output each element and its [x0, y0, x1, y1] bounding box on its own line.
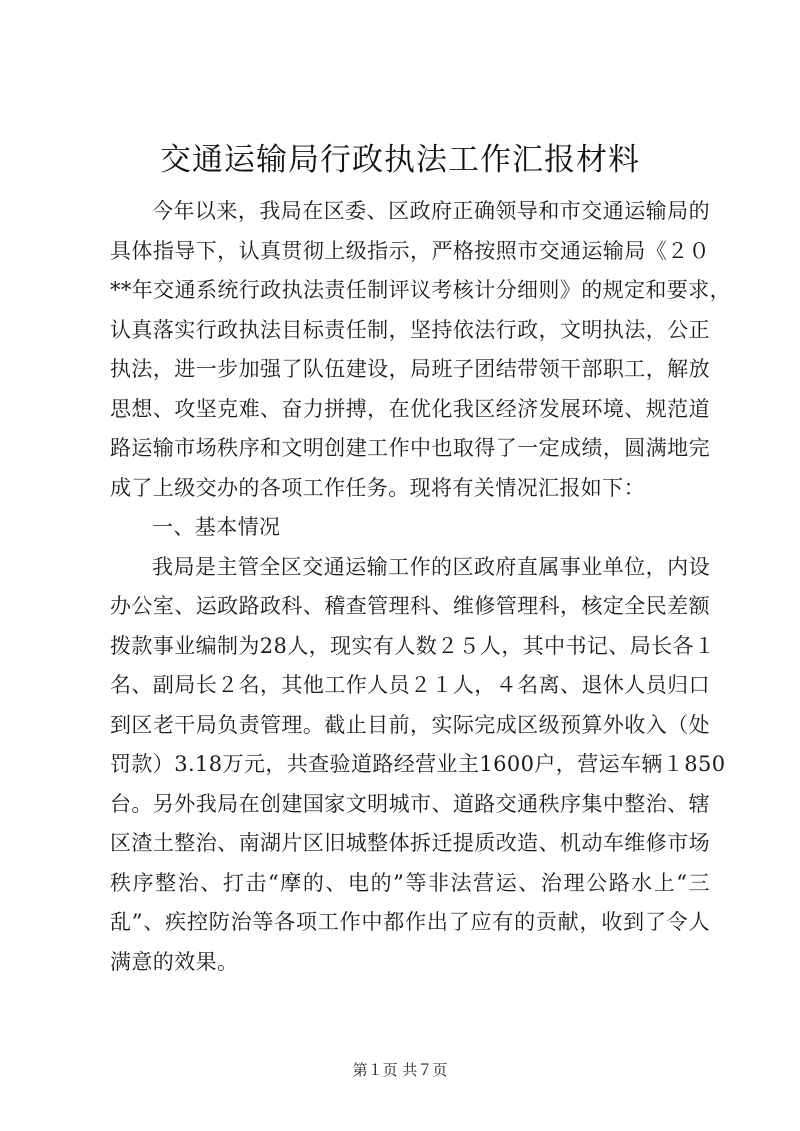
section-heading-basic-situation: 一、基本情况 — [152, 515, 281, 539]
paragraph-1-line-3: **年交通系统行政执法责任制评议考核计分细则》的规定和要求， — [110, 278, 731, 302]
paragraph-1-line-6: 思想、攻坚克难、奋力拼搏，在优化我区经济发展环境、规范道 — [110, 396, 710, 421]
paragraph-1-line-2: 具体指导下，认真贯彻上级指示，严格按照市交通运输局《２０ — [110, 238, 710, 263]
paragraph-2-line-1: 我局是主管全区交通运输工作的区政府直属事业单位，内设 — [152, 554, 710, 579]
paragraph-2-line-5: 到区老干局负责管理。截止目前，实际完成区级预算外收入（处 — [110, 712, 710, 737]
document-body — [110, 192, 731, 982]
paragraph-1-line-4: 认真落实行政执法目标责任制，坚持依法行政，文明执法，公正 — [110, 317, 710, 342]
paragraph-2-line-10: 乱”、疾控防治等各项工作中都作出了应有的贡献，收到了令人 — [110, 910, 710, 934]
paragraph-2-line-9: 秩序整治、打击“摩的、电的”等非法营运、治理公路水上“三 — [110, 870, 710, 895]
paragraph-2-line-2: 办公室、运政路政科、稽查管理科、维修管理科，核定全民差额 — [110, 594, 710, 618]
paragraph-1-line-7: 路运输市场秩序和文明创建工作中也取得了一定成绩，圆满地完 — [110, 436, 710, 460]
paragraph-1-line-1: 今年以来，我局在区委、区政府正确领导和市交通运输局的 — [152, 199, 710, 223]
paragraph-1-line-5: 执法，进一步加强了队伍建设，局班子团结带领干部职工，解放 — [110, 357, 710, 381]
paragraph-1-line-8: 成了上级交办的各项工作任务。现将有关情况汇报如下： — [110, 475, 645, 500]
page-number-footer: 第１页 共７页 — [352, 1061, 448, 1079]
paragraph-2-line-4: 名、副局长２名，其他工作人员２１人，４名离、退休人员归口 — [110, 673, 710, 697]
paragraph-2-line-11: 满意的效果。 — [110, 949, 239, 974]
paragraph-2-line-3: 拨款事业编制为28人，现实有人数２５人，其中书记、局长各１ — [110, 633, 716, 658]
document-title: 交通运输局行政执法工作汇报材料 — [160, 142, 640, 178]
paragraph-2-line-7: 台。另外我局在创建国家文明城市、道路交通秩序集中整治、辖 — [110, 791, 710, 816]
paragraph-2-line-6: 罚款）3.18万元，共查验道路经营业主1600户，营运车辆１850 — [110, 752, 726, 776]
paragraph-2-line-8: 区渣土整治、南湖片区旧城整体拆迁提质改造、机动车维修市场 — [110, 831, 710, 855]
